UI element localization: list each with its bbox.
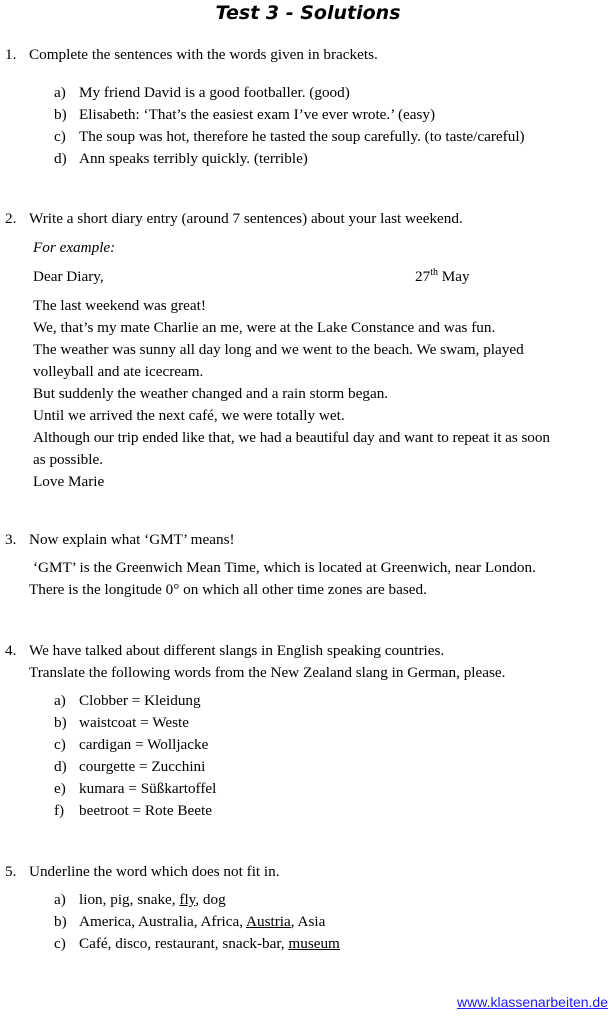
example-label: For example: [33,239,116,256]
question-number: 5. [5,863,17,880]
question-number: 4. [5,642,17,659]
list-item: cardigan = Wolljacke [79,736,209,753]
question-prompt: Complete the sentences with the words given in brackets. [29,46,378,63]
answer-text: There is the longitude 0° on which all other time zones are based. [29,581,427,598]
question-prompt: We have talked about different slangs in English speaking countries. [29,642,445,659]
list-item: lion, pig, snake, fly, dog [79,891,226,908]
footer-link[interactable]: www.klassenarbeiten.de [457,994,608,1010]
diary-line: The last weekend was great! [33,297,206,314]
list-item-letter: c) [54,935,66,952]
underlined-word: Austria [246,913,291,930]
diary-date: 27th May [415,266,470,285]
diary-line: Although our trip ended like that, we had a beautiful day and want to repeat it as soon [33,429,550,446]
list-item: My friend David is a good footballer. (good) [79,84,350,101]
question-prompt: Now explain what ‘GMT’ means! [29,531,235,548]
question-prompt: Underline the word which does not fit in. [29,863,280,880]
list-item-letter: d) [54,758,67,775]
diary-signature: Love Marie [33,473,105,490]
question-number: 1. [5,46,17,63]
question-prompt: Write a short diary entry (around 7 sentences) about your last weekend. [29,210,463,227]
list-item-letter: a) [54,891,66,908]
list-item-letter: a) [54,692,66,709]
list-item-letter: e) [54,780,66,797]
list-item: Ann speaks terribly quickly. (terrible) [79,150,308,167]
underlined-word: museum [288,935,340,952]
list-item-letter: b) [54,913,67,930]
list-item: Clobber = Kleidung [79,692,201,709]
list-item-letter: c) [54,128,66,145]
diary-line: as possible. [33,451,104,468]
list-item-letter: b) [54,714,67,731]
list-item-letter: c) [54,736,66,753]
list-item: courgette = Zucchini [79,758,206,775]
underlined-word: fly [179,891,196,908]
list-item-letter: b) [54,106,67,123]
diary-line: But suddenly the weather changed and a rain storm began. [33,385,389,402]
diary-salutation: Dear Diary, [33,268,104,285]
question-number: 2. [5,210,17,227]
list-item-letter: f) [54,802,65,819]
list-item: America, Australia, Africa, Austria, Asia [79,913,326,930]
list-item: kumara = Süßkartoffel [79,780,217,797]
page-title: Test 3 - Solutions [215,2,401,24]
list-item: beetroot = Rote Beete [79,802,212,819]
diary-line: We, that’s my mate Charlie an me, were at the Lake Constance and was fun. [33,319,496,336]
list-item: Elisabeth: ‘That’s the easiest exam I’ve ever wrote.’ (easy) [79,106,436,123]
answer-text: ‘GMT’ is the Greenwich Mean Time, which is located at Greenwich, near London. [33,559,536,576]
diary-line: Until we arrived the next café, we were totally wet. [33,407,345,424]
question-number: 3. [5,531,17,548]
list-item: The soup was hot, therefore he tasted the soup carefully. (to taste/careful) [79,128,525,145]
list-item-letter: d) [54,150,67,167]
list-item: waistcoat = Weste [79,714,189,731]
diary-line: The weather was sunny all day long and we went to the beach. We swam, played [33,341,524,358]
question-prompt: Translate the following words from the New Zealand slang in German, please. [29,664,506,681]
list-item: Café, disco, restaurant, snack-bar, museum [79,935,340,952]
list-item-letter: a) [54,84,66,101]
diary-line: volleyball and ate icecream. [33,363,204,380]
